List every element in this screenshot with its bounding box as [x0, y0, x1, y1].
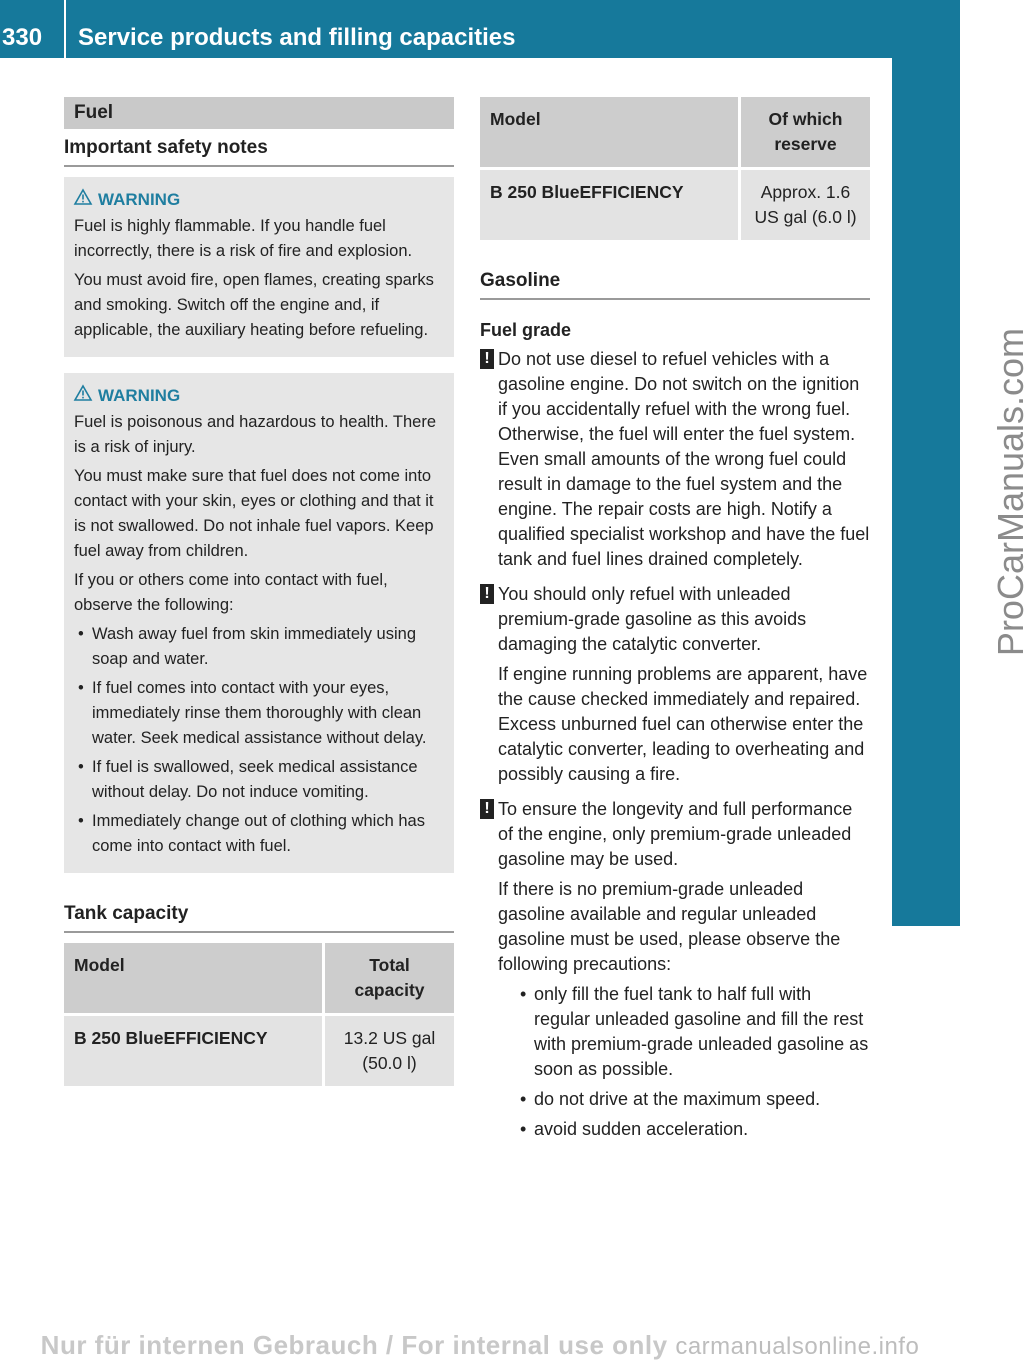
exclamation-icon: !: [480, 584, 494, 604]
exclamation-icon: !: [480, 349, 494, 369]
warning-box-poisonous: [64, 373, 454, 873]
warning-box-flammable: [64, 177, 454, 357]
column-header: Total capacity: [325, 943, 454, 1013]
reserve-table: [480, 97, 870, 240]
tank-capacity-table: [64, 943, 454, 1086]
column-header: Model: [64, 943, 325, 1013]
page-header: [0, 0, 960, 58]
note-text: If there is no premium-grade unleaded gasoline available and regular unleaded gasoline must be used, please observe the following precautions:: [498, 879, 841, 974]
warning-triangle-icon: [74, 383, 98, 408]
table-cell-model: B 250 BlueEFFICIENCY: [64, 1013, 325, 1086]
section-tab-label: Technical data: [960, 388, 993, 596]
watermark-text: ProCarManuals.com: [990, 327, 1031, 657]
column-header: Of which reserve: [741, 97, 870, 167]
warning-triangle-icon: [74, 187, 98, 212]
note-text: If engine running problems are apparent, have the cause checked immediately and repaired. Excess unburned fuel can otherwise enter the catalytic converter, leading to overheating and possibly causing a fire.: [498, 664, 868, 784]
fuel-grade-section: [480, 318, 870, 1142]
left-column: [64, 97, 454, 1086]
list-item: • do not drive at the maximum speed.: [518, 1087, 870, 1112]
watermark-site: carmanualsonline.info: [675, 1333, 920, 1360]
note-text: Do not use diesel to refuel vehicles with a gasoline engine. Do not switch on the ignition if you accidentally refuel with the wrong fuel. Otherwise, the fuel will enter the fuel system. Even small amounts of the wrong fuel could result in damage to the fuel system and the engine. The repair costs are high. Notify a qualified specialist workshop and have the fuel tank and fuel lines drained completely.: [498, 349, 870, 569]
warning-text: Fuel is highly flammable. If you handle fuel incorrectly, there is a risk of fire and explosion.: [74, 217, 413, 260]
table-row: [64, 1013, 454, 1086]
table-header-row: [480, 97, 870, 167]
warning-text: If you or others come into contact with fuel, observe the following:: [74, 571, 388, 614]
subheading-safety-notes: Important safety notes: [64, 129, 454, 167]
list-item: • only fill the fuel tank to half full with regular unleaded gasoline and fill the rest with premium-grade unleaded gasoline as soon as possible.: [518, 982, 870, 1082]
warning-text: Fuel is poisonous and hazardous to health. There is a risk of injury.: [74, 413, 437, 456]
list-item: • If fuel is swallowed, seek medical assistance without delay. Do not induce vomiting.: [74, 755, 444, 805]
warning-bullet-list: [74, 622, 444, 859]
table-row: [480, 167, 870, 240]
warning-text: You must avoid fire, open flames, creating sparks and smoking. Switch off the engine and, if applicable, the auxiliary heating before refueling.: [74, 271, 434, 339]
note-diesel: [480, 347, 870, 572]
precautions-list: [498, 982, 870, 1142]
section-title-fuel: Fuel: [64, 97, 454, 129]
note-longevity: [480, 797, 870, 1142]
header-divider: [64, 0, 66, 58]
exclamation-icon: !: [480, 799, 494, 819]
table-header-row: [64, 943, 454, 1013]
page-footer: [0, 1330, 960, 1361]
page-number: 330: [2, 24, 43, 51]
note-premium: [480, 582, 870, 787]
list-item: • Immediately change out of clothing which has come into contact with fuel.: [74, 809, 444, 859]
right-column: [480, 97, 870, 1152]
table-cell-value: 13.2 US gal (50.0 l): [325, 1013, 454, 1086]
list-item: • avoid sudden acceleration.: [518, 1117, 870, 1142]
table-cell-model: B 250 BlueEFFICIENCY: [480, 167, 741, 240]
section-tab: [892, 58, 1031, 926]
warning-text: You must make sure that fuel does not come into contact with your skin, eyes or clothing and that it is not swallowed. Do not inhale fuel vapors. Keep fuel away from children.: [74, 467, 434, 560]
list-item: • If fuel comes into contact with your eyes, immediately rinse them thoroughly with clean water. Seek medical assistance without delay.: [74, 676, 444, 751]
subheading-gasoline: Gasoline: [480, 262, 870, 300]
fuel-grade-heading: Fuel grade: [480, 320, 572, 340]
table-cell-value: Approx. 1.6 US gal (6.0 l): [741, 167, 870, 240]
note-text: You should only refuel with unleaded premium-grade gasoline as this avoids damaging the catalytic converter.: [498, 584, 807, 654]
note-text: To ensure the longevity and full performance of the engine, only premium-grade unleaded gasoline may be used.: [498, 799, 853, 869]
internal-use-notice: Nur für internen Gebrauch / For internal use only: [40, 1330, 668, 1360]
column-header: Model: [480, 97, 741, 167]
list-item: • Wash away fuel from skin immediately using soap and water.: [74, 622, 444, 672]
subheading-tank-capacity: Tank capacity: [64, 895, 454, 933]
warning-title: WARNING: [98, 386, 181, 405]
warning-title: WARNING: [98, 190, 181, 209]
chapter-title: Service products and filling capacities: [78, 24, 516, 51]
